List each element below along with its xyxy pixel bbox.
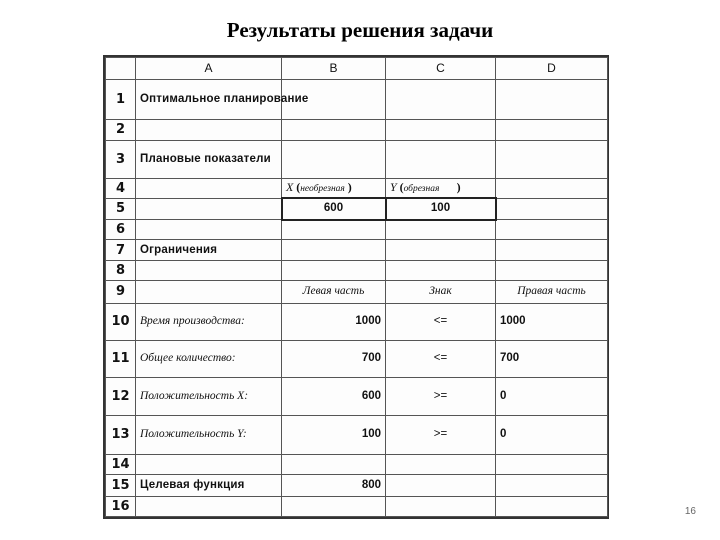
row-number[interactable]: 6 [106, 220, 136, 240]
cell-d12[interactable]: 0 [496, 378, 608, 416]
cell-a14[interactable] [136, 454, 282, 474]
cell-a3[interactable]: Плановые показатели [136, 140, 282, 178]
cell-c7[interactable] [386, 240, 496, 261]
cell-a11[interactable]: Общее количество: [136, 340, 282, 377]
corner-cell[interactable] [106, 58, 136, 80]
cell-a13[interactable]: Положительность Y: [136, 416, 282, 454]
cell-a16[interactable] [136, 496, 282, 516]
cell-c11[interactable]: <= [386, 340, 496, 377]
cell-a12[interactable]: Положительность X: [136, 378, 282, 416]
cell-d6[interactable] [496, 220, 608, 240]
cell-c10[interactable]: <= [386, 303, 496, 340]
cell-b15[interactable]: 800 [282, 474, 386, 496]
column-header-row [106, 58, 608, 80]
cell-d14[interactable] [496, 454, 608, 474]
open-paren: ( [399, 179, 404, 194]
table-row [106, 80, 608, 120]
row-number[interactable]: 7 [106, 240, 136, 261]
cell-b11[interactable]: 700 [282, 340, 386, 377]
cell-c6[interactable] [386, 220, 496, 240]
var-x-label: X [286, 179, 294, 194]
cell-b10[interactable]: 1000 [282, 303, 386, 340]
table-row [106, 340, 608, 377]
row-number[interactable]: 10 [106, 303, 136, 340]
row-number[interactable]: 15 [106, 474, 136, 496]
cell-d4[interactable] [496, 178, 608, 198]
var-y-note: обрезная [403, 183, 440, 194]
cell-b5[interactable]: 600 [282, 198, 386, 219]
cell-d16[interactable] [496, 496, 608, 516]
cell-a9[interactable] [136, 281, 282, 303]
close-paren: ) [347, 179, 352, 194]
cell-b7[interactable] [282, 240, 386, 261]
page-number: 16 [684, 506, 696, 517]
cell-d15[interactable] [496, 474, 608, 496]
cell-d11[interactable]: 700 [496, 340, 608, 377]
cell-a2[interactable] [136, 120, 282, 140]
cell-b14[interactable] [282, 454, 386, 474]
spreadsheet [103, 55, 609, 519]
cell-b8[interactable] [282, 261, 386, 281]
table-row [106, 474, 608, 496]
cell-a7[interactable]: Ограничения [136, 240, 282, 261]
cell-d7[interactable] [496, 240, 608, 261]
column-header-c[interactable]: C [386, 58, 496, 80]
column-header-b[interactable]: B [282, 58, 386, 80]
cell-a4[interactable] [136, 178, 282, 198]
row-number[interactable]: 3 [106, 140, 136, 178]
cell-c3[interactable] [386, 140, 496, 178]
cell-c14[interactable] [386, 454, 496, 474]
table-row [106, 416, 608, 454]
row-number[interactable]: 12 [106, 378, 136, 416]
cell-d8[interactable] [496, 261, 608, 281]
cell-b6[interactable] [282, 220, 386, 240]
row-number[interactable]: 4 [106, 178, 136, 198]
close-paren: ) [456, 179, 461, 194]
row-number[interactable]: 5 [106, 198, 136, 219]
table-row [106, 281, 608, 303]
table-row [106, 198, 608, 219]
cell-c4[interactable] [386, 178, 496, 198]
row-number[interactable]: 16 [106, 496, 136, 516]
cell-c13[interactable]: >= [386, 416, 496, 454]
column-header-a[interactable]: A [136, 58, 282, 80]
table-row [106, 261, 608, 281]
cell-d2[interactable] [496, 120, 608, 140]
cell-a15[interactable]: Целевая функция [136, 474, 282, 496]
cell-c1[interactable] [386, 80, 496, 120]
var-y-label: Y [390, 179, 397, 194]
row-number[interactable]: 1 [106, 80, 136, 120]
cell-d3[interactable] [496, 140, 608, 178]
cell-d5[interactable] [496, 198, 608, 219]
cell-d10[interactable]: 1000 [496, 303, 608, 340]
page-title: Результаты решения задачи [226, 18, 494, 42]
cell-d9[interactable]: Правая часть [496, 281, 608, 303]
cell-a6[interactable] [136, 220, 282, 240]
cell-b3[interactable] [282, 140, 386, 178]
table-row [106, 220, 608, 240]
row-number[interactable]: 14 [106, 454, 136, 474]
cell-c5[interactable]: 100 [386, 198, 496, 219]
cell-b9[interactable]: Левая часть [282, 281, 386, 303]
table-row [106, 303, 608, 340]
row-number[interactable]: 9 [106, 281, 136, 303]
row-number[interactable]: 13 [106, 416, 136, 454]
row-number[interactable]: 2 [106, 120, 136, 140]
cell-b2[interactable] [282, 120, 386, 140]
table-row [106, 178, 608, 198]
table-row [106, 120, 608, 140]
cell-b4[interactable] [282, 178, 386, 198]
table-row [106, 496, 608, 516]
cell-a1[interactable]: Оптимальное планирование [136, 80, 282, 120]
cell-a10[interactable]: Время производства: [136, 303, 282, 340]
cell-b16[interactable] [282, 496, 386, 516]
cell-d1[interactable] [496, 80, 608, 120]
cell-c15[interactable] [386, 474, 496, 496]
cell-a5[interactable] [136, 198, 282, 219]
table-row [106, 378, 608, 416]
table-row [106, 454, 608, 474]
cell-a8[interactable] [136, 261, 282, 281]
cell-c8[interactable] [386, 261, 496, 281]
cell-b13[interactable]: 100 [282, 416, 386, 454]
table-row [106, 240, 608, 261]
cell-c12[interactable]: >= [386, 378, 496, 416]
cell-c9[interactable]: Знак [386, 281, 496, 303]
open-paren: ( [296, 179, 301, 194]
spreadsheet-table [105, 57, 608, 517]
cell-c2[interactable] [386, 120, 496, 140]
row-number[interactable]: 11 [106, 340, 136, 377]
table-row [106, 140, 608, 178]
row-number[interactable]: 8 [106, 261, 136, 281]
cell-c16[interactable] [386, 496, 496, 516]
var-x-note: необрезная [300, 183, 345, 194]
cell-b12[interactable]: 600 [282, 378, 386, 416]
column-header-d[interactable]: D [496, 58, 608, 80]
cell-d13[interactable]: 0 [496, 416, 608, 454]
